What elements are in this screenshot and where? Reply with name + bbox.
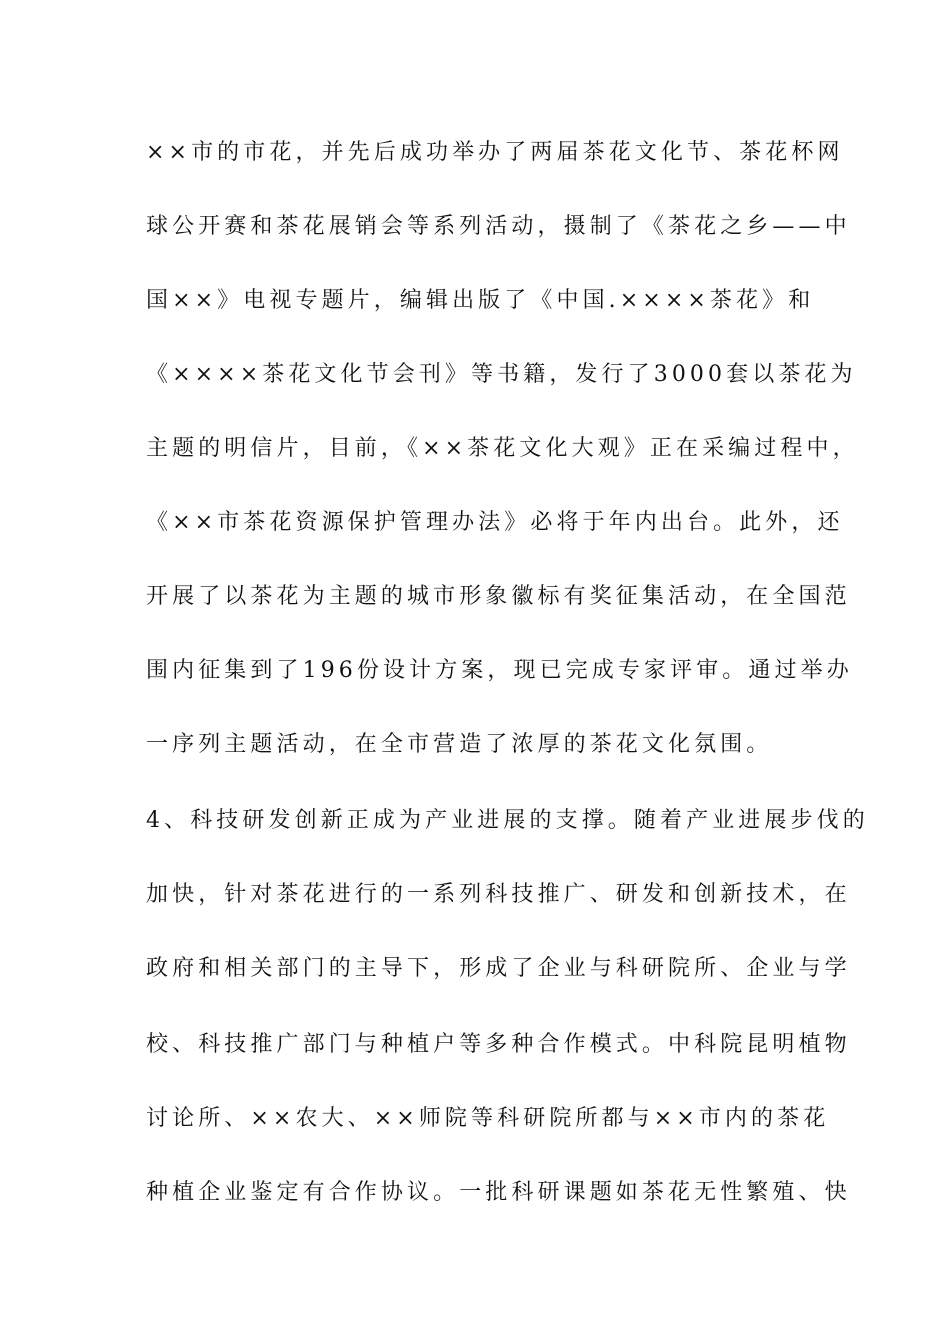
text-line-12: 政府和相关部门的主导下，形成了企业与科研院所、企业与学 xyxy=(146,956,851,981)
text-line-2: 球公开赛和茶花展销会等系列活动，摄制了《茶花之乡——中 xyxy=(146,214,851,239)
text-line-13: 校、科技推广部门与种植户等多种合作模式。中科院昆明植物 xyxy=(146,1032,851,1057)
text-line-6: 《××市茶花资源保护管理办法》必将于年内出台。此外，还 xyxy=(146,510,844,535)
text-line-5: 主题的明信片，目前，《××茶花文化大观》正在采编过程中， xyxy=(146,436,859,461)
text-line-4: 《××××茶花文化节会刊》等书籍，发行了3000套以茶花为 xyxy=(146,362,857,387)
text-line-10: 4、科技研发创新正成为产业进展的支撑。随着产业进展步伐的 xyxy=(146,808,869,833)
text-line-9: 一序列主题活动，在全市营造了浓厚的茶花文化氛围。 xyxy=(146,732,773,757)
text-line-14: 讨论所、××农大、××师院等科研院所都与××市内的茶花 xyxy=(146,1106,830,1131)
text-line-11: 加快，针对茶花进行的一系列科技推广、研发和创新技术，在 xyxy=(146,882,851,907)
text-line-7: 开展了以茶花为主题的城市形象徽标有奖征集活动，在全国范 xyxy=(146,584,851,609)
text-line-3: 国××》电视专题片，编辑出版了《中国.××××茶花》和 xyxy=(146,288,815,313)
text-line-8: 围内征集到了196份设计方案，现已完成专家评审。通过举办 xyxy=(146,658,853,683)
text-line-15: 种植企业鉴定有合作协议。一批科研课题如茶花无性繁殖、快 xyxy=(146,1180,851,1205)
text-line-1: ××市的市花，并先后成功举办了两届茶花文化节、茶花杯网 xyxy=(146,140,844,165)
